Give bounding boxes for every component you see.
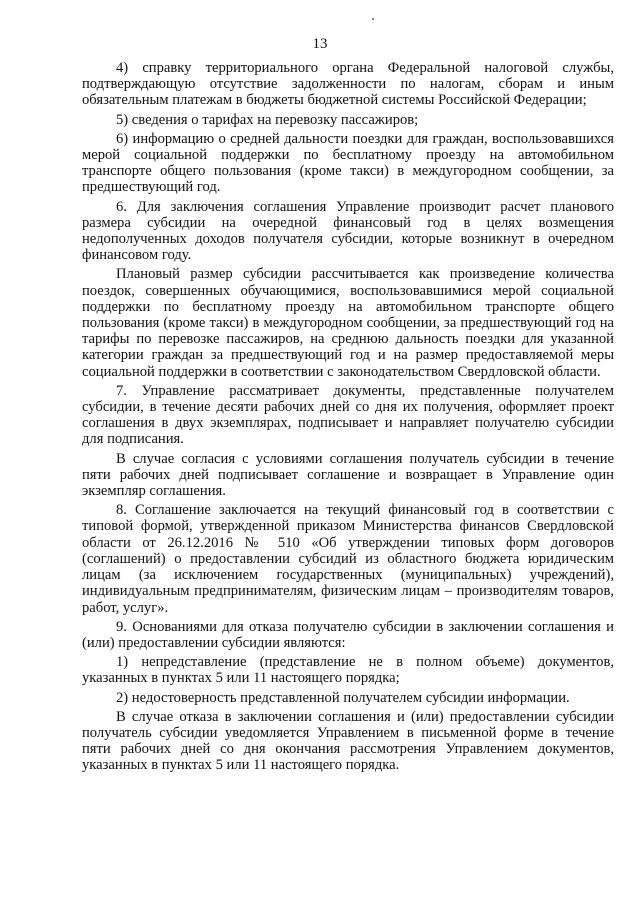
paragraph-clause-6: 6. Для заключения соглашения Управление производит расчет планового размера субсидии на очередной финансовый год в целях возмещения недополученных доходов получателя субсидии, которые возникнут в очередном финансовом году. (82, 198, 614, 264)
paragraph-item-6-trip-distance: 6) информацию о средней дальности поездки для граждан, воспользовавшихся мерой социальной поддержки по бесплатному проезду на автомобильном транспорте общего пользования (кроме такси) в междугородном сообщении, за предшествующий год. (82, 130, 614, 196)
paragraph-refusal-reason-2: 2) недостоверность представленной получателем субсидии информации. (116, 689, 570, 706)
paragraph-clause-9: 9. Основаниями для отказа получателю субсидии в заключении соглашения и (или) предоставлении субсидии являются: (82, 618, 614, 651)
paragraph-clause-8: 8. Соглашение заключается на текущий финансовый год в соответствии с типовой формой, утвержденной приказом Министерства финансов Свердловской области от 26.12.2016 № 510 «Об утверждении типовых форм договоров (соглашений) о предоставлении субсидий из областного бюджета юридическим лицам (за исключением государственных (муниципальных) учреждений), индивидуальным предпринимателям, физическим лицам – производителям товаров, работ, услуг». (82, 502, 614, 616)
paragraph-item-5-tariffs: 5) сведения о тарифах на перевозку пассажиров; (116, 111, 419, 128)
paragraph-item-4-tax-certificate: 4) справку территориального органа Федеральной налоговой службы, подтверждающую отсутствие задолженности по налогам, сборам и иным обязательным платежам в бюджеты бюджетной системы Российской Федерации; (82, 60, 614, 109)
paragraph-clause-7: 7. Управление рассматривает документы, представленные получателем субсидии, в течение десяти рабочих дней со дня их получения, оформляет проект соглашения в двух экземплярах, подписывает и направляет получателю субсидии для подписания. (82, 382, 614, 448)
paragraph-agreement-consent: В случае согласия с условиями соглашения получатель субсидии в течение пяти рабочих дней подписывает соглашение и возвращает в Управление один экземпляр соглашения. (82, 450, 614, 500)
paragraph-refusal-reason-1: 1) непредставление (представление не в полном объеме) документов, указанных в пунктах 5 или 11 настоящего порядка; (82, 654, 614, 687)
page-number: 13 (312, 36, 328, 52)
paragraph-refusal-notice: В случае отказа в заключении соглашения и (или) предоставлении субсидии получатель субсидии уведомляется Управлением в письменной форме в течение пяти рабочих дней со дня окончания рассмотрения Управлением документов, указанных в пунктах 5 или 11 настоящего порядка. (82, 708, 614, 774)
scan-dot (372, 18, 374, 20)
paragraph-planned-subsidy: Плановый размер субсидии рассчитывается как произведение количества поездок, совершенных обучающимися, воспользовавшимися мерой социальной поддержки по бесплатному проезду на автомобильном транспорте общего пользования (кроме такси) в междугородном сообщении, за предшествующий год на тарифы по перевозке пассажиров, на среднюю дальность поездки для указанной категории граждан за предшествующий год и на размер предоставляемой меры социальной поддержки в соответствии с законодательством Свердловской области. (82, 266, 614, 380)
document-body (82, 60, 614, 777)
